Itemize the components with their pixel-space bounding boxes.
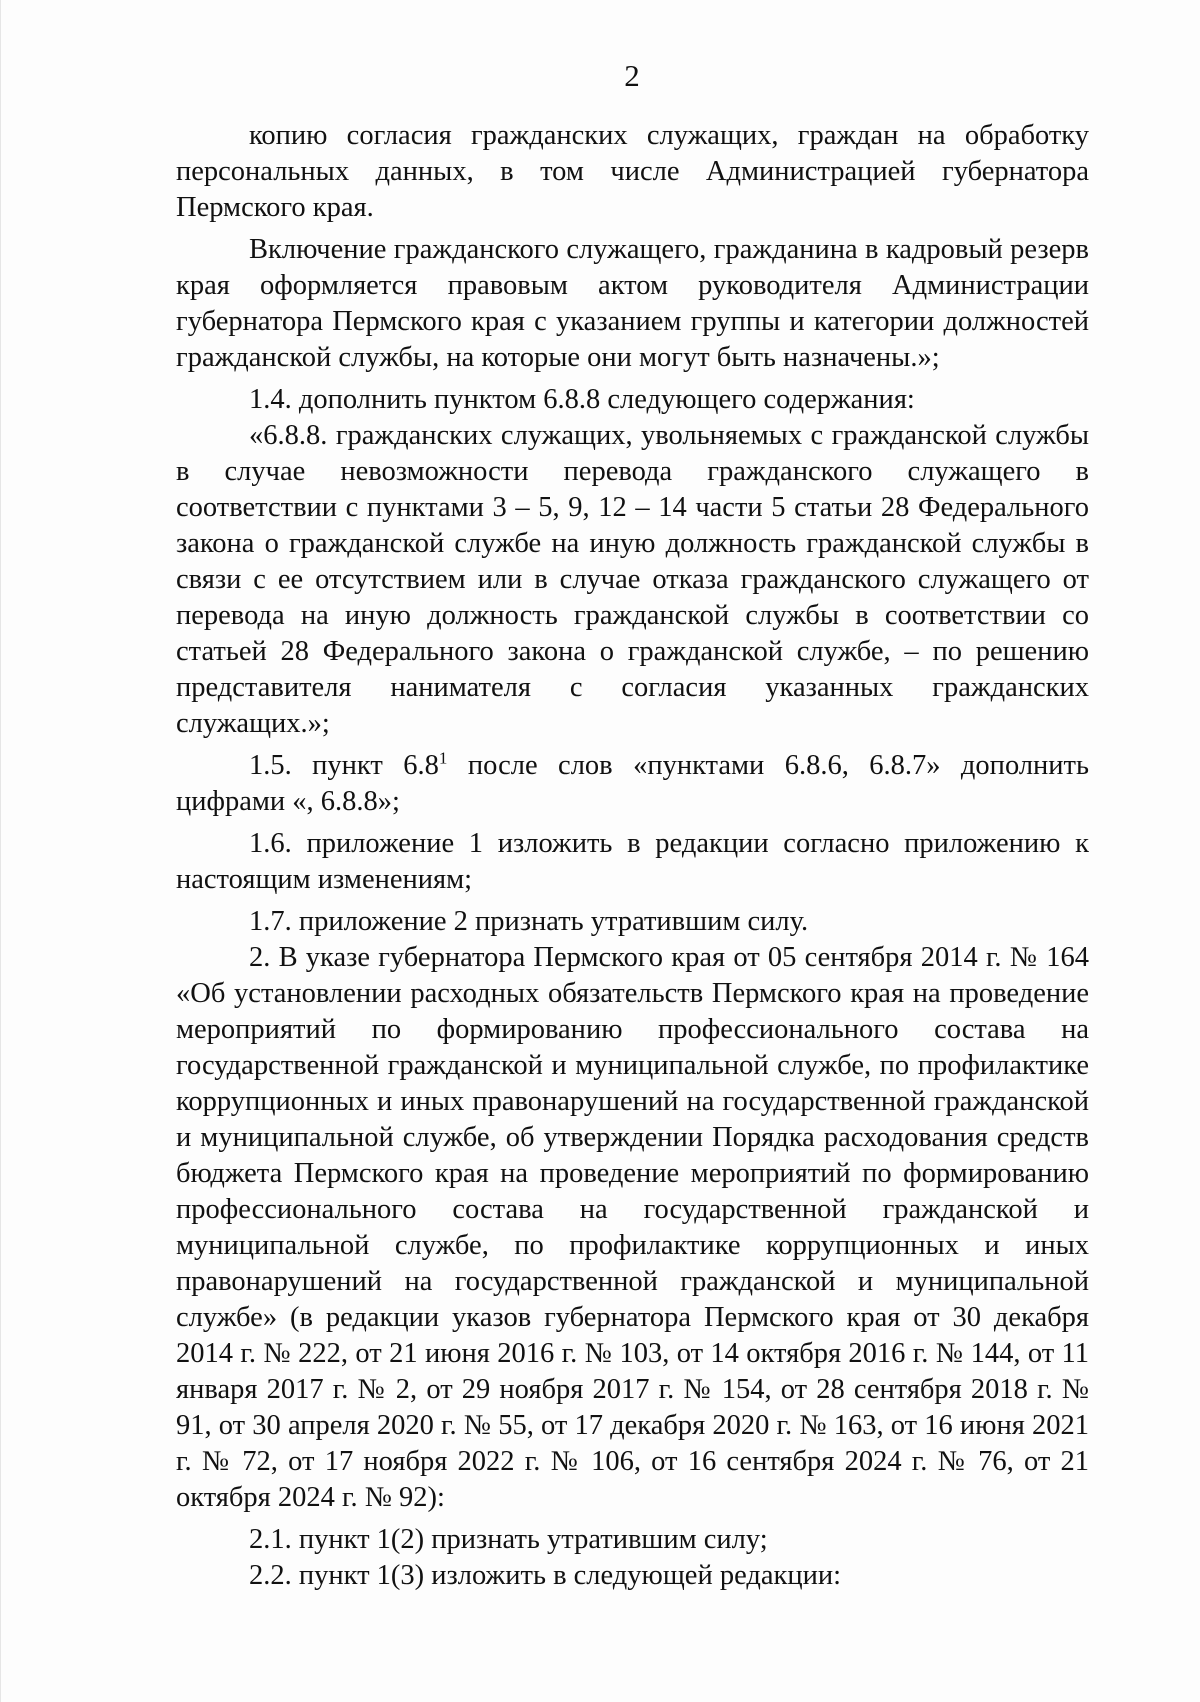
paragraph-item-6-8-8: «6.8.8. гражданских служащих, увольняемых с гражданской службы в случае невозможности перевода гражданского служащего в соответствии с пунктами 3 – 5, 9, 12 – 14 части 5 статьи 28 Федерального закона о гражданской службе на иную должность гражданской службы в связи с ее отсутствием или в случае отказа гражданского служащего от перевода на иную должность гражданской службы в соответствии со статьей 28 Федерального закона о гражданской службе, – по решению представителя нанимателя с согласия указанных гражданских служащих.»; xyxy=(176,420,1089,739)
item-1-5-text-before: 1.5. пункт 6.8 xyxy=(249,750,439,781)
paragraph-item-2-1: 2.1. пункт 1(2) признать утратившим силу; xyxy=(249,1524,768,1555)
paragraph-item-1-6: 1.6. приложение 1 изложить в редакции согласно приложению к настоящим изменениям; xyxy=(176,828,1089,895)
document-body xyxy=(176,118,1089,1594)
item-1-5-text-after: после слов «пунктами 6.8.6, 6.8.7» дополнить цифрами «, 6.8.8»; xyxy=(176,750,1089,817)
paragraph-consent-copy: копию согласия гражданских служащих, граждан на обработку персональных данных, в том числе Администрацией губернатора Пермского края. xyxy=(176,120,1089,223)
paragraph-item-2-decree: 2. В указе губернатора Пермского края от 05 сентября 2014 г. № 164 «Об установлении расходных обязательств Пермского края на проведение мероприятий по формированию профессионального состава на государственной гражданской и муниципальной службе, по профилактике коррупционных и иных правонарушений на государственной гражданской и муниципальной службе, об утверждении Порядка расходования средств бюджета Пермского края на проведение мероприятий по формированию профессионального состава на государственной гражданской и муниципальной службе, по профилактике коррупционных и иных правонарушений на государственной гражданской и муниципальной службе» (в редакции указов губернатора Пермского края от 30 декабря 2014 г. № 222, от 21 июня 2016 г. № 103, от 14 октября 2016 г. № 144, от 11 января 2017 г. № 2, от 29 ноября 2017 г. № 154, от 28 сентября 2018 г. № 91, от 30 апреля 2020 г. № 55, от 17 декабря 2020 г. № 163, от 16 июня 2021 г. № 72, от 17 ноября 2022 г. № 106, от 16 сентября 2024 г. № 76, от 21 октября 2024 г. № 92): xyxy=(176,942,1089,1513)
item-1-5-superscript: 1 xyxy=(438,748,448,768)
paragraph-reserve-inclusion: Включение гражданского служащего, гражданина в кадровый резерв края оформляется правовым актом руководителя Администрации губернатора Пермского края с указанием группы и категории должностей гражданской службы, на которые они могут быть назначены.»; xyxy=(176,234,1089,373)
page-number: 2 xyxy=(624,58,640,93)
paragraph-item-1-7: 1.7. приложение 2 признать утратившим силу. xyxy=(249,906,809,937)
paragraph-item-1-4: 1.4. дополнить пунктом 6.8.8 следующего содержания: xyxy=(249,384,915,415)
paragraph-item-1-5 xyxy=(176,748,1089,820)
paragraph-item-2-2: 2.2. пункт 1(3) изложить в следующей редакции: xyxy=(249,1560,842,1591)
